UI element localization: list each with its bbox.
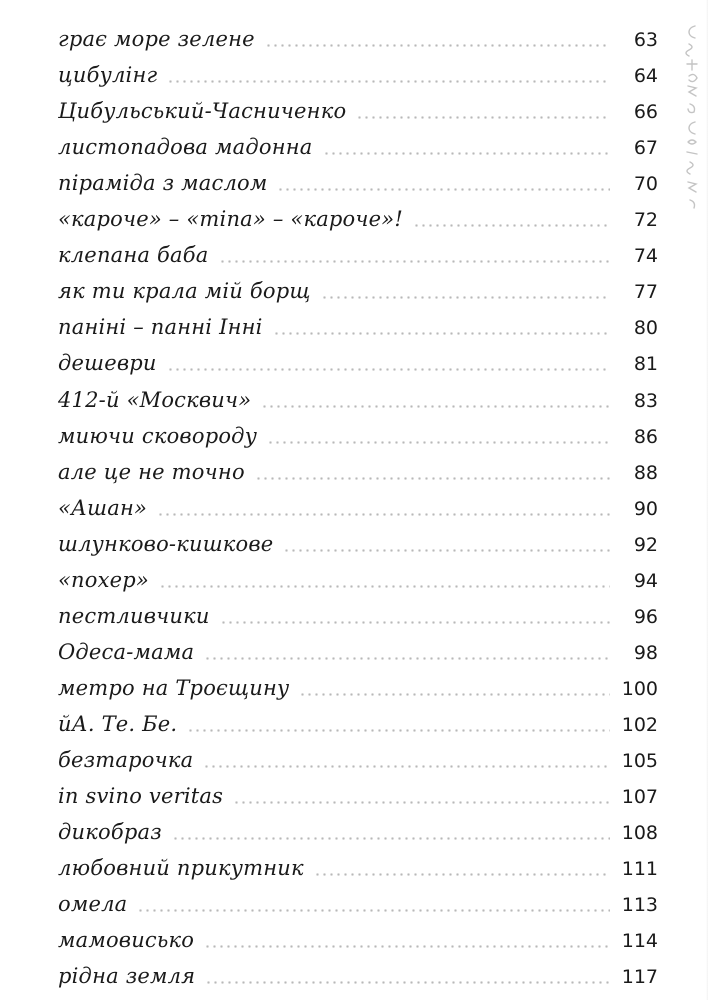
dot-leader (157, 513, 610, 516)
toc-entry-title: безтарочка (58, 747, 194, 772)
dot-leader (255, 477, 610, 480)
dot-leader (220, 621, 610, 624)
toc-entry (58, 20, 658, 56)
toc-entry-title: але це не точно (58, 459, 245, 484)
toc-entry (58, 669, 658, 705)
toc-entry (58, 308, 658, 344)
dot-leader (167, 80, 610, 83)
dot-leader (299, 693, 610, 696)
toc-entry-title: Цибульський-Часниченко (58, 99, 347, 124)
toc-entry-page: 66 (633, 101, 658, 124)
toc-entry (58, 200, 658, 236)
toc-entry (58, 813, 658, 849)
toc-entry (58, 417, 658, 453)
toc-entry (58, 489, 658, 525)
toc-entry-page: 92 (633, 533, 658, 556)
toc-entry (58, 236, 658, 272)
dot-leader (172, 837, 610, 840)
toc-entry (58, 380, 658, 416)
toc-entry-page: 114 (621, 930, 658, 953)
toc-entry-title: пестливчики (58, 603, 210, 628)
toc-entry-title: листопадова мадонна (58, 135, 313, 160)
toc-entry-title: піраміда з маслом (58, 171, 268, 196)
toc-entry-title: як ти крала мій борщ (58, 279, 311, 304)
toc-entry (58, 56, 658, 92)
dot-leader (323, 152, 611, 155)
toc-entry-title: дикобраз (58, 820, 162, 845)
toc-entry (58, 741, 658, 777)
toc-entry (58, 164, 658, 200)
toc-entry-page: 74 (633, 245, 658, 268)
toc-entry-page: 64 (633, 65, 658, 88)
toc-entry-page: 88 (633, 461, 658, 484)
toc-entry (58, 957, 658, 993)
toc-entry-page: 81 (633, 353, 658, 376)
dot-leader (159, 585, 610, 588)
running-head-mark (680, 22, 704, 212)
toc-entry-title: паніні – панні Інні (58, 315, 263, 340)
toc-entry-title: грає море зелене (58, 27, 255, 52)
toc-entry-page: 72 (633, 209, 658, 232)
dot-leader (205, 981, 610, 984)
toc-entry-title: «похер» (58, 567, 149, 592)
toc-entry (58, 453, 658, 489)
dot-leader (219, 260, 611, 263)
toc-entry-title: мамовисько (58, 928, 195, 953)
toc-entry (58, 128, 658, 164)
toc-entry (58, 92, 658, 128)
dot-leader (273, 332, 610, 335)
toc-entry (58, 921, 658, 957)
dot-leader (321, 296, 610, 299)
toc-entry-page: 63 (633, 29, 658, 52)
toc-entry-page: 98 (633, 641, 658, 664)
toc-entry-title: цибулінг (58, 63, 158, 88)
toc-entry-page: 77 (633, 281, 658, 304)
toc-entry-page: 94 (633, 569, 658, 592)
dot-leader (277, 188, 610, 191)
toc-entry-title: дешеври (58, 351, 157, 376)
toc-entry-page: 96 (633, 605, 658, 628)
toc-entry-page: 117 (621, 966, 658, 989)
toc-entry-page: 70 (633, 173, 658, 196)
dot-leader (204, 657, 610, 660)
toc-entry (58, 525, 658, 561)
toc-entry (58, 777, 658, 813)
toc-entry-page: 102 (621, 713, 658, 736)
dot-leader (204, 945, 610, 948)
toc-entry-title: 412-й «Москвич» (58, 387, 252, 412)
dot-leader (137, 909, 610, 912)
table-of-contents (58, 20, 658, 993)
toc-entry (58, 705, 658, 741)
toc-entry (58, 561, 658, 597)
toc-entry-title: «кароче» – «тіпа» – «кароче»! (58, 207, 403, 232)
toc-entry (58, 597, 658, 633)
dot-leader (203, 765, 610, 768)
toc-entry (58, 344, 658, 380)
dot-leader (314, 873, 610, 876)
dot-leader (261, 405, 610, 408)
toc-entry-page: 111 (621, 858, 658, 881)
dot-leader (265, 44, 610, 47)
toc-entry-page: 100 (621, 677, 658, 700)
toc-entry-page: 108 (621, 822, 658, 845)
toc-entry-page: 90 (633, 497, 658, 520)
dot-leader (283, 549, 610, 552)
dot-leader (167, 368, 610, 371)
toc-entry-title: любовний прикутник (58, 856, 304, 881)
dot-leader (356, 116, 610, 119)
toc-entry (58, 885, 658, 921)
toc-entry-title: шлунково-кишкове (58, 531, 274, 556)
dot-leader (267, 441, 610, 444)
toc-entry-title: йА. Те. Бе. (58, 711, 178, 736)
toc-entry-page: 113 (621, 894, 658, 917)
toc-entry-page: 83 (633, 389, 658, 412)
toc-entry (58, 272, 658, 308)
toc-entry (58, 633, 658, 669)
toc-entry-page: 107 (621, 786, 658, 809)
toc-entry-title: «Ашан» (58, 495, 148, 520)
toc-entry-title: in svino veritas (58, 784, 224, 809)
toc-entry-page: 86 (633, 425, 658, 448)
toc-entry (58, 849, 658, 885)
vertical-handwritten-running-head-icon (681, 22, 703, 212)
toc-entry-title: клепана баба (58, 243, 209, 268)
toc-entry-title: омела (58, 892, 128, 917)
toc-entry-page: 80 (633, 317, 658, 340)
toc-entry-page: 105 (621, 749, 658, 772)
toc-entry-title: Одеса-мама (58, 639, 195, 664)
toc-entry-page: 67 (633, 137, 658, 160)
toc-entry-title: рідна земля (58, 964, 196, 989)
dot-leader (413, 224, 610, 227)
toc-entry-title: метро на Троєщину (58, 675, 290, 700)
dot-leader (233, 801, 610, 804)
dot-leader (187, 729, 610, 732)
toc-entry-title: миючи сковороду (58, 423, 258, 448)
